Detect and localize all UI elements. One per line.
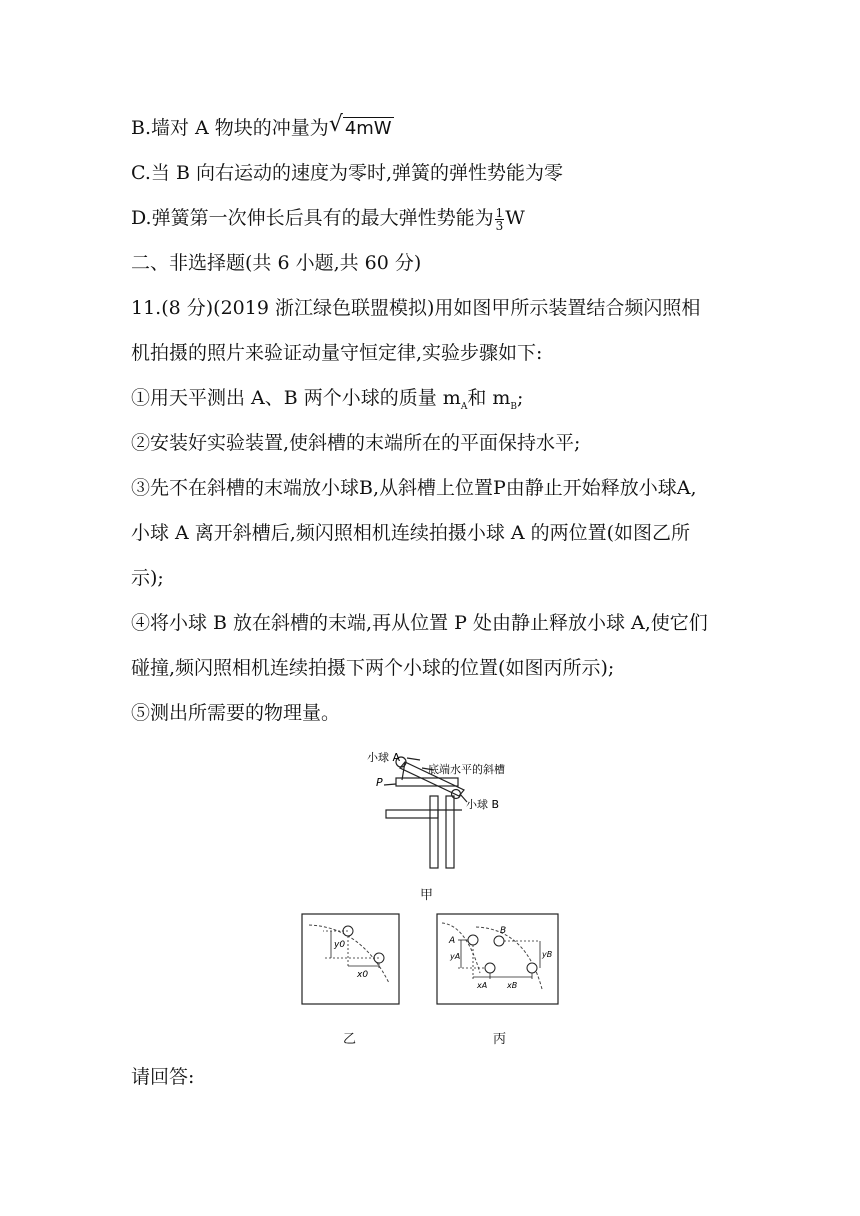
label-xb: xB bbox=[507, 981, 518, 990]
question-line-1: 11.(8 分)(2019 浙江绿色联盟模拟)用如图甲所示装置结合频闪照相 bbox=[131, 297, 701, 319]
step-1-mid: 和 m bbox=[467, 387, 511, 409]
step-2: ②安装好实验装置,使斜槽的末端所在的平面保持水平; bbox=[131, 432, 581, 454]
question-line-2: 机拍摄的照片来验证动量守恒定律,实验步骤如下: bbox=[131, 342, 543, 364]
step-3-line-3: 示); bbox=[131, 567, 164, 589]
option-d-text: D.弹簧第一次伸长后具有的最大弹性势能为 bbox=[131, 207, 494, 229]
label-ya: yA bbox=[450, 952, 461, 961]
subscript-b: B bbox=[510, 401, 518, 412]
section-heading: 二、非选择题(共 6 小题,共 60 分) bbox=[131, 252, 422, 274]
figure-bing-photo bbox=[436, 913, 560, 1005]
subscript-a: A bbox=[460, 401, 468, 412]
caption-jia: 甲 bbox=[420, 888, 434, 903]
label-a: A bbox=[449, 936, 456, 946]
step-4-line-1: ④将小球 B 放在斜槽的末端,再从位置 P 处由静止释放小球 A,使它们 bbox=[131, 612, 708, 634]
ball-a-position-1 bbox=[468, 935, 478, 945]
caption-bing: 丙 bbox=[493, 1032, 507, 1047]
option-b bbox=[131, 112, 394, 141]
caption-yi: 乙 bbox=[343, 1032, 357, 1047]
step-3-line-2: 小球 A 离开斜槽后,频闪照相机连续拍摄小球 A 的两位置(如图乙所 bbox=[131, 522, 691, 544]
step-4-line-2: 碰撞,频闪照相机连续拍摄下两个小球的位置(如图丙所示); bbox=[131, 657, 615, 679]
step-1 bbox=[131, 386, 523, 419]
label-y0: y0 bbox=[334, 940, 346, 950]
label-ball-a: 小球 A bbox=[367, 751, 401, 764]
fraction-numerator: 1 bbox=[495, 205, 504, 220]
label-x0: x0 bbox=[357, 970, 369, 980]
ball-b-position-1 bbox=[494, 936, 504, 946]
option-b-text: B.墙对 A 物块的冲量为 bbox=[131, 117, 329, 139]
fraction-denominator: 3 bbox=[495, 218, 504, 233]
label-b: B bbox=[500, 926, 507, 936]
option-c: C.当 B 向右运动的速度为零时,弹簧的弹性势能为零 bbox=[131, 162, 563, 184]
label-yb: yB bbox=[542, 950, 553, 959]
label-ball-b: 小球 B bbox=[466, 798, 500, 811]
label-chute: 底端水平的斜槽 bbox=[428, 763, 505, 776]
option-d bbox=[131, 206, 525, 232]
step-3-line-1: ③先不在斜槽的末端放小球B,从斜槽上位置P由静止开始释放小球A, bbox=[131, 477, 697, 499]
ball-a-position-2 bbox=[485, 963, 495, 973]
table-leg bbox=[430, 796, 438, 868]
sqrt-expression: √ 4mW bbox=[328, 112, 392, 139]
fraction bbox=[495, 207, 505, 232]
label-p: P bbox=[376, 776, 383, 789]
figure-jia-apparatus bbox=[367, 748, 522, 898]
ball-b-position-2 bbox=[527, 963, 537, 973]
label-xa: xA bbox=[477, 981, 488, 990]
answer-prompt: 请回答: bbox=[131, 1066, 195, 1088]
step-1-end: ; bbox=[517, 387, 524, 409]
table-top bbox=[396, 778, 458, 786]
step-5: ⑤测出所需要的物理量。 bbox=[131, 702, 341, 724]
sqrt-radicand: 4mW bbox=[344, 118, 392, 139]
step-1-text: ①用天平测出 A、B 两个小球的质量 m bbox=[131, 387, 461, 409]
figure-yi-photo bbox=[301, 913, 401, 1005]
option-d-unit: W bbox=[505, 207, 525, 229]
